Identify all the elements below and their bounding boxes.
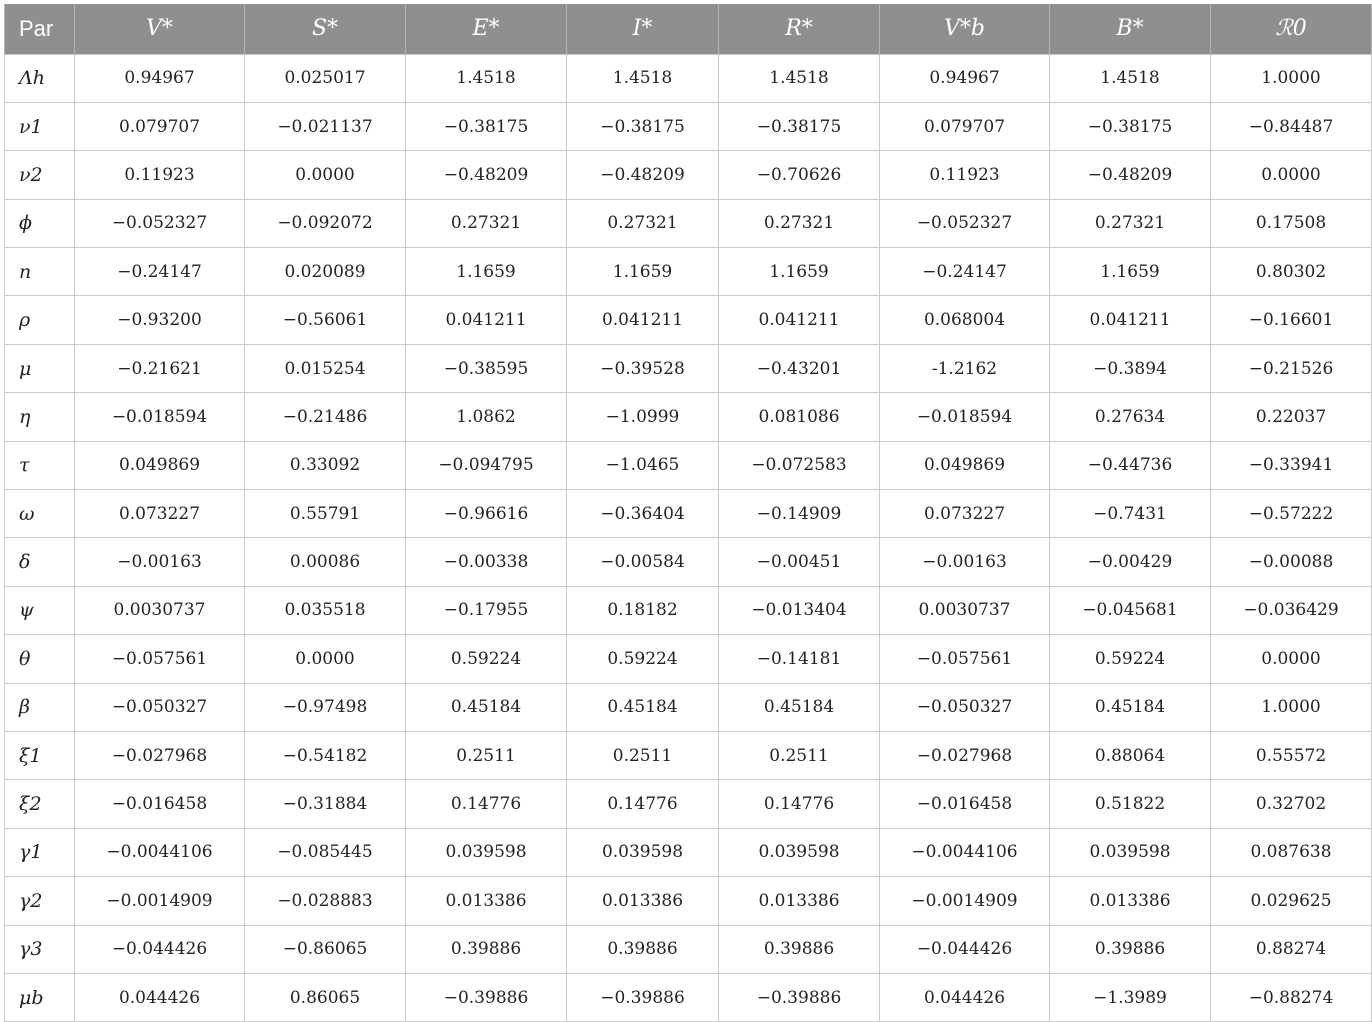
param-cell: τ	[5, 441, 75, 489]
param-cell: γ3	[5, 925, 75, 973]
value-cell: 1.0862	[406, 393, 567, 441]
table-row	[5, 344, 1372, 392]
table-row	[5, 925, 1372, 973]
value-cell: 0.068004	[880, 296, 1050, 344]
value-cell: 0.039598	[406, 828, 567, 876]
value-cell: −0.018594	[880, 393, 1050, 441]
header-e: E*	[406, 4, 567, 54]
value-cell: −0.0014909	[75, 877, 245, 925]
value-cell: −0.044426	[75, 925, 245, 973]
value-cell: 1.4518	[1050, 54, 1211, 102]
table-row	[5, 54, 1372, 102]
value-cell: 0.86065	[245, 973, 406, 1021]
value-cell: 0.081086	[719, 393, 880, 441]
value-cell: 0.39886	[567, 925, 719, 973]
header-b: B*	[1050, 4, 1211, 54]
header-r0: ℛ0	[1211, 4, 1372, 54]
value-cell: 0.39886	[406, 925, 567, 973]
value-cell: 0.013386	[567, 877, 719, 925]
table-row	[5, 248, 1372, 296]
value-cell: −0.085445	[245, 828, 406, 876]
value-cell: −0.38175	[1050, 102, 1211, 150]
value-cell: 1.1659	[719, 248, 880, 296]
value-cell: −0.00584	[567, 538, 719, 586]
value-cell: 0.39886	[1050, 925, 1211, 973]
value-cell: 0.0030737	[75, 586, 245, 634]
value-cell: −0.21486	[245, 393, 406, 441]
value-cell: 0.044426	[880, 973, 1050, 1021]
table-row	[5, 296, 1372, 344]
value-cell: −0.24147	[75, 248, 245, 296]
param-cell: ψ	[5, 586, 75, 634]
value-cell: −0.57222	[1211, 490, 1372, 538]
value-cell: 0.27321	[719, 199, 880, 247]
header-v: V*	[75, 4, 245, 54]
value-cell: 1.1659	[1050, 248, 1211, 296]
value-cell: 0.45184	[1050, 683, 1211, 731]
value-cell: −0.050327	[880, 683, 1050, 731]
value-cell: 0.049869	[880, 441, 1050, 489]
sensitivity-table	[4, 4, 1372, 1022]
value-cell: −0.013404	[719, 586, 880, 634]
value-cell: −0.057561	[75, 635, 245, 683]
value-cell: 0.14776	[567, 780, 719, 828]
value-cell: −0.027968	[880, 731, 1050, 779]
param-cell: μb	[5, 973, 75, 1021]
param-cell: θ	[5, 635, 75, 683]
value-cell: −0.84487	[1211, 102, 1372, 150]
value-cell: 0.073227	[75, 490, 245, 538]
value-cell: −0.36404	[567, 490, 719, 538]
value-cell: 0.59224	[406, 635, 567, 683]
value-cell: 0.80302	[1211, 248, 1372, 296]
value-cell: −0.0014909	[880, 877, 1050, 925]
header-row	[5, 4, 1372, 54]
value-cell: −0.044426	[880, 925, 1050, 973]
value-cell: −1.3989	[1050, 973, 1211, 1021]
param-cell: ρ	[5, 296, 75, 344]
value-cell: −0.48209	[1050, 151, 1211, 199]
table-row	[5, 490, 1372, 538]
value-cell: 0.015254	[245, 344, 406, 392]
value-cell: 0.041211	[406, 296, 567, 344]
table-row	[5, 151, 1372, 199]
value-cell: −0.016458	[880, 780, 1050, 828]
value-cell: −0.00088	[1211, 538, 1372, 586]
table-row	[5, 877, 1372, 925]
param-cell: ν2	[5, 151, 75, 199]
value-cell: 0.0000	[1211, 151, 1372, 199]
param-cell: n	[5, 248, 75, 296]
value-cell: 0.049869	[75, 441, 245, 489]
value-cell: 0.2511	[406, 731, 567, 779]
value-cell: 1.0000	[1211, 683, 1372, 731]
value-cell: 0.27321	[406, 199, 567, 247]
value-cell: 0.59224	[1050, 635, 1211, 683]
value-cell: −0.00163	[75, 538, 245, 586]
value-cell: 0.94967	[880, 54, 1050, 102]
value-cell: −0.028883	[245, 877, 406, 925]
value-cell: −0.38175	[719, 102, 880, 150]
value-cell: −0.0044106	[75, 828, 245, 876]
table-row	[5, 635, 1372, 683]
value-cell: −0.86065	[245, 925, 406, 973]
table-row	[5, 683, 1372, 731]
value-cell: 0.029625	[1211, 877, 1372, 925]
value-cell: −0.70626	[719, 151, 880, 199]
value-cell: −0.56061	[245, 296, 406, 344]
param-cell: γ2	[5, 877, 75, 925]
value-cell: 0.073227	[880, 490, 1050, 538]
header-vb: V*b	[880, 4, 1050, 54]
value-cell: 0.55572	[1211, 731, 1372, 779]
value-cell: −0.88274	[1211, 973, 1372, 1021]
value-cell: 0.32702	[1211, 780, 1372, 828]
value-cell: 0.0030737	[880, 586, 1050, 634]
value-cell: 0.2511	[719, 731, 880, 779]
param-cell: ϕ	[5, 199, 75, 247]
value-cell: 0.020089	[245, 248, 406, 296]
value-cell: −0.016458	[75, 780, 245, 828]
value-cell: 0.45184	[567, 683, 719, 731]
param-cell: η	[5, 393, 75, 441]
value-cell: 0.035518	[245, 586, 406, 634]
value-cell: −0.44736	[1050, 441, 1211, 489]
value-cell: 0.51822	[1050, 780, 1211, 828]
value-cell: −0.027968	[75, 731, 245, 779]
value-cell: −0.54182	[245, 731, 406, 779]
param-cell: μ	[5, 344, 75, 392]
value-cell: 0.041211	[719, 296, 880, 344]
value-cell: −1.0465	[567, 441, 719, 489]
value-cell: 0.18182	[567, 586, 719, 634]
value-cell: 0.013386	[1050, 877, 1211, 925]
value-cell: 0.0000	[245, 635, 406, 683]
value-cell: 0.044426	[75, 973, 245, 1021]
value-cell: −0.17955	[406, 586, 567, 634]
header-r: R*	[719, 4, 880, 54]
value-cell: −0.16601	[1211, 296, 1372, 344]
value-cell: −0.48209	[567, 151, 719, 199]
value-cell: −0.050327	[75, 683, 245, 731]
table-row	[5, 538, 1372, 586]
table-row	[5, 780, 1372, 828]
value-cell: 0.88274	[1211, 925, 1372, 973]
value-cell: −0.96616	[406, 490, 567, 538]
table-row	[5, 586, 1372, 634]
value-cell: 0.013386	[406, 877, 567, 925]
value-cell: −0.018594	[75, 393, 245, 441]
value-cell: −0.21621	[75, 344, 245, 392]
value-cell: −0.072583	[719, 441, 880, 489]
param-cell: ξ1	[5, 731, 75, 779]
value-cell: −0.00451	[719, 538, 880, 586]
value-cell: −0.052327	[880, 199, 1050, 247]
param-cell: ω	[5, 490, 75, 538]
value-cell: 0.27634	[1050, 393, 1211, 441]
value-cell: 0.079707	[75, 102, 245, 150]
value-cell: −0.38175	[406, 102, 567, 150]
value-cell: −0.39886	[567, 973, 719, 1021]
value-cell: −0.094795	[406, 441, 567, 489]
param-cell: γ1	[5, 828, 75, 876]
value-cell: 0.17508	[1211, 199, 1372, 247]
value-cell: −0.036429	[1211, 586, 1372, 634]
table-row	[5, 828, 1372, 876]
value-cell: 0.39886	[719, 925, 880, 973]
value-cell: 0.079707	[880, 102, 1050, 150]
table-row	[5, 973, 1372, 1021]
value-cell: −0.00338	[406, 538, 567, 586]
value-cell: −0.93200	[75, 296, 245, 344]
value-cell: 0.025017	[245, 54, 406, 102]
table-row	[5, 393, 1372, 441]
value-cell: −0.39886	[406, 973, 567, 1021]
value-cell: −0.0044106	[880, 828, 1050, 876]
value-cell: 0.45184	[719, 683, 880, 731]
value-cell: 0.039598	[719, 828, 880, 876]
value-cell: −0.00429	[1050, 538, 1211, 586]
value-cell: 0.59224	[567, 635, 719, 683]
param-cell: δ	[5, 538, 75, 586]
value-cell: −0.33941	[1211, 441, 1372, 489]
value-cell: 0.0000	[1211, 635, 1372, 683]
value-cell: −0.14909	[719, 490, 880, 538]
value-cell: 0.14776	[406, 780, 567, 828]
value-cell: 0.11923	[75, 151, 245, 199]
value-cell: 0.041211	[567, 296, 719, 344]
value-cell: 0.22037	[1211, 393, 1372, 441]
value-cell: −0.3894	[1050, 344, 1211, 392]
value-cell: −0.057561	[880, 635, 1050, 683]
value-cell: 0.0000	[245, 151, 406, 199]
header-par: Par	[5, 4, 75, 54]
value-cell: 0.33092	[245, 441, 406, 489]
value-cell: 0.00086	[245, 538, 406, 586]
value-cell: −0.48209	[406, 151, 567, 199]
header-i: I*	[567, 4, 719, 54]
value-cell: −0.38175	[567, 102, 719, 150]
value-cell: −0.14181	[719, 635, 880, 683]
param-cell: ξ2	[5, 780, 75, 828]
value-cell: −0.97498	[245, 683, 406, 731]
table-row	[5, 102, 1372, 150]
value-cell: 0.27321	[567, 199, 719, 247]
value-cell: −0.31884	[245, 780, 406, 828]
value-cell: −0.24147	[880, 248, 1050, 296]
param-cell: β	[5, 683, 75, 731]
value-cell: 0.2511	[567, 731, 719, 779]
value-cell: 1.4518	[406, 54, 567, 102]
value-cell: −1.0999	[567, 393, 719, 441]
value-cell: 0.11923	[880, 151, 1050, 199]
value-cell: -1.2162	[880, 344, 1050, 392]
value-cell: 0.14776	[719, 780, 880, 828]
value-cell: 1.1659	[406, 248, 567, 296]
table-row	[5, 731, 1372, 779]
value-cell: 0.039598	[567, 828, 719, 876]
value-cell: 1.1659	[567, 248, 719, 296]
value-cell: 1.4518	[719, 54, 880, 102]
value-cell: 0.55791	[245, 490, 406, 538]
value-cell: −0.38595	[406, 344, 567, 392]
param-cell: Λh	[5, 54, 75, 102]
value-cell: 0.45184	[406, 683, 567, 731]
value-cell: −0.21526	[1211, 344, 1372, 392]
value-cell: 0.88064	[1050, 731, 1211, 779]
value-cell: 0.013386	[719, 877, 880, 925]
value-cell: −0.39886	[719, 973, 880, 1021]
value-cell: 0.041211	[1050, 296, 1211, 344]
value-cell: −0.021137	[245, 102, 406, 150]
header-s: S*	[245, 4, 406, 54]
value-cell: −0.045681	[1050, 586, 1211, 634]
value-cell: 1.4518	[567, 54, 719, 102]
value-cell: 0.087638	[1211, 828, 1372, 876]
value-cell: −0.052327	[75, 199, 245, 247]
value-cell: 0.27321	[1050, 199, 1211, 247]
value-cell: −0.092072	[245, 199, 406, 247]
value-cell: 0.94967	[75, 54, 245, 102]
value-cell: −0.43201	[719, 344, 880, 392]
value-cell: 1.0000	[1211, 54, 1372, 102]
value-cell: −0.7431	[1050, 490, 1211, 538]
param-cell: ν1	[5, 102, 75, 150]
table-row	[5, 199, 1372, 247]
value-cell: −0.00163	[880, 538, 1050, 586]
value-cell: 0.039598	[1050, 828, 1211, 876]
value-cell: −0.39528	[567, 344, 719, 392]
table-row	[5, 441, 1372, 489]
